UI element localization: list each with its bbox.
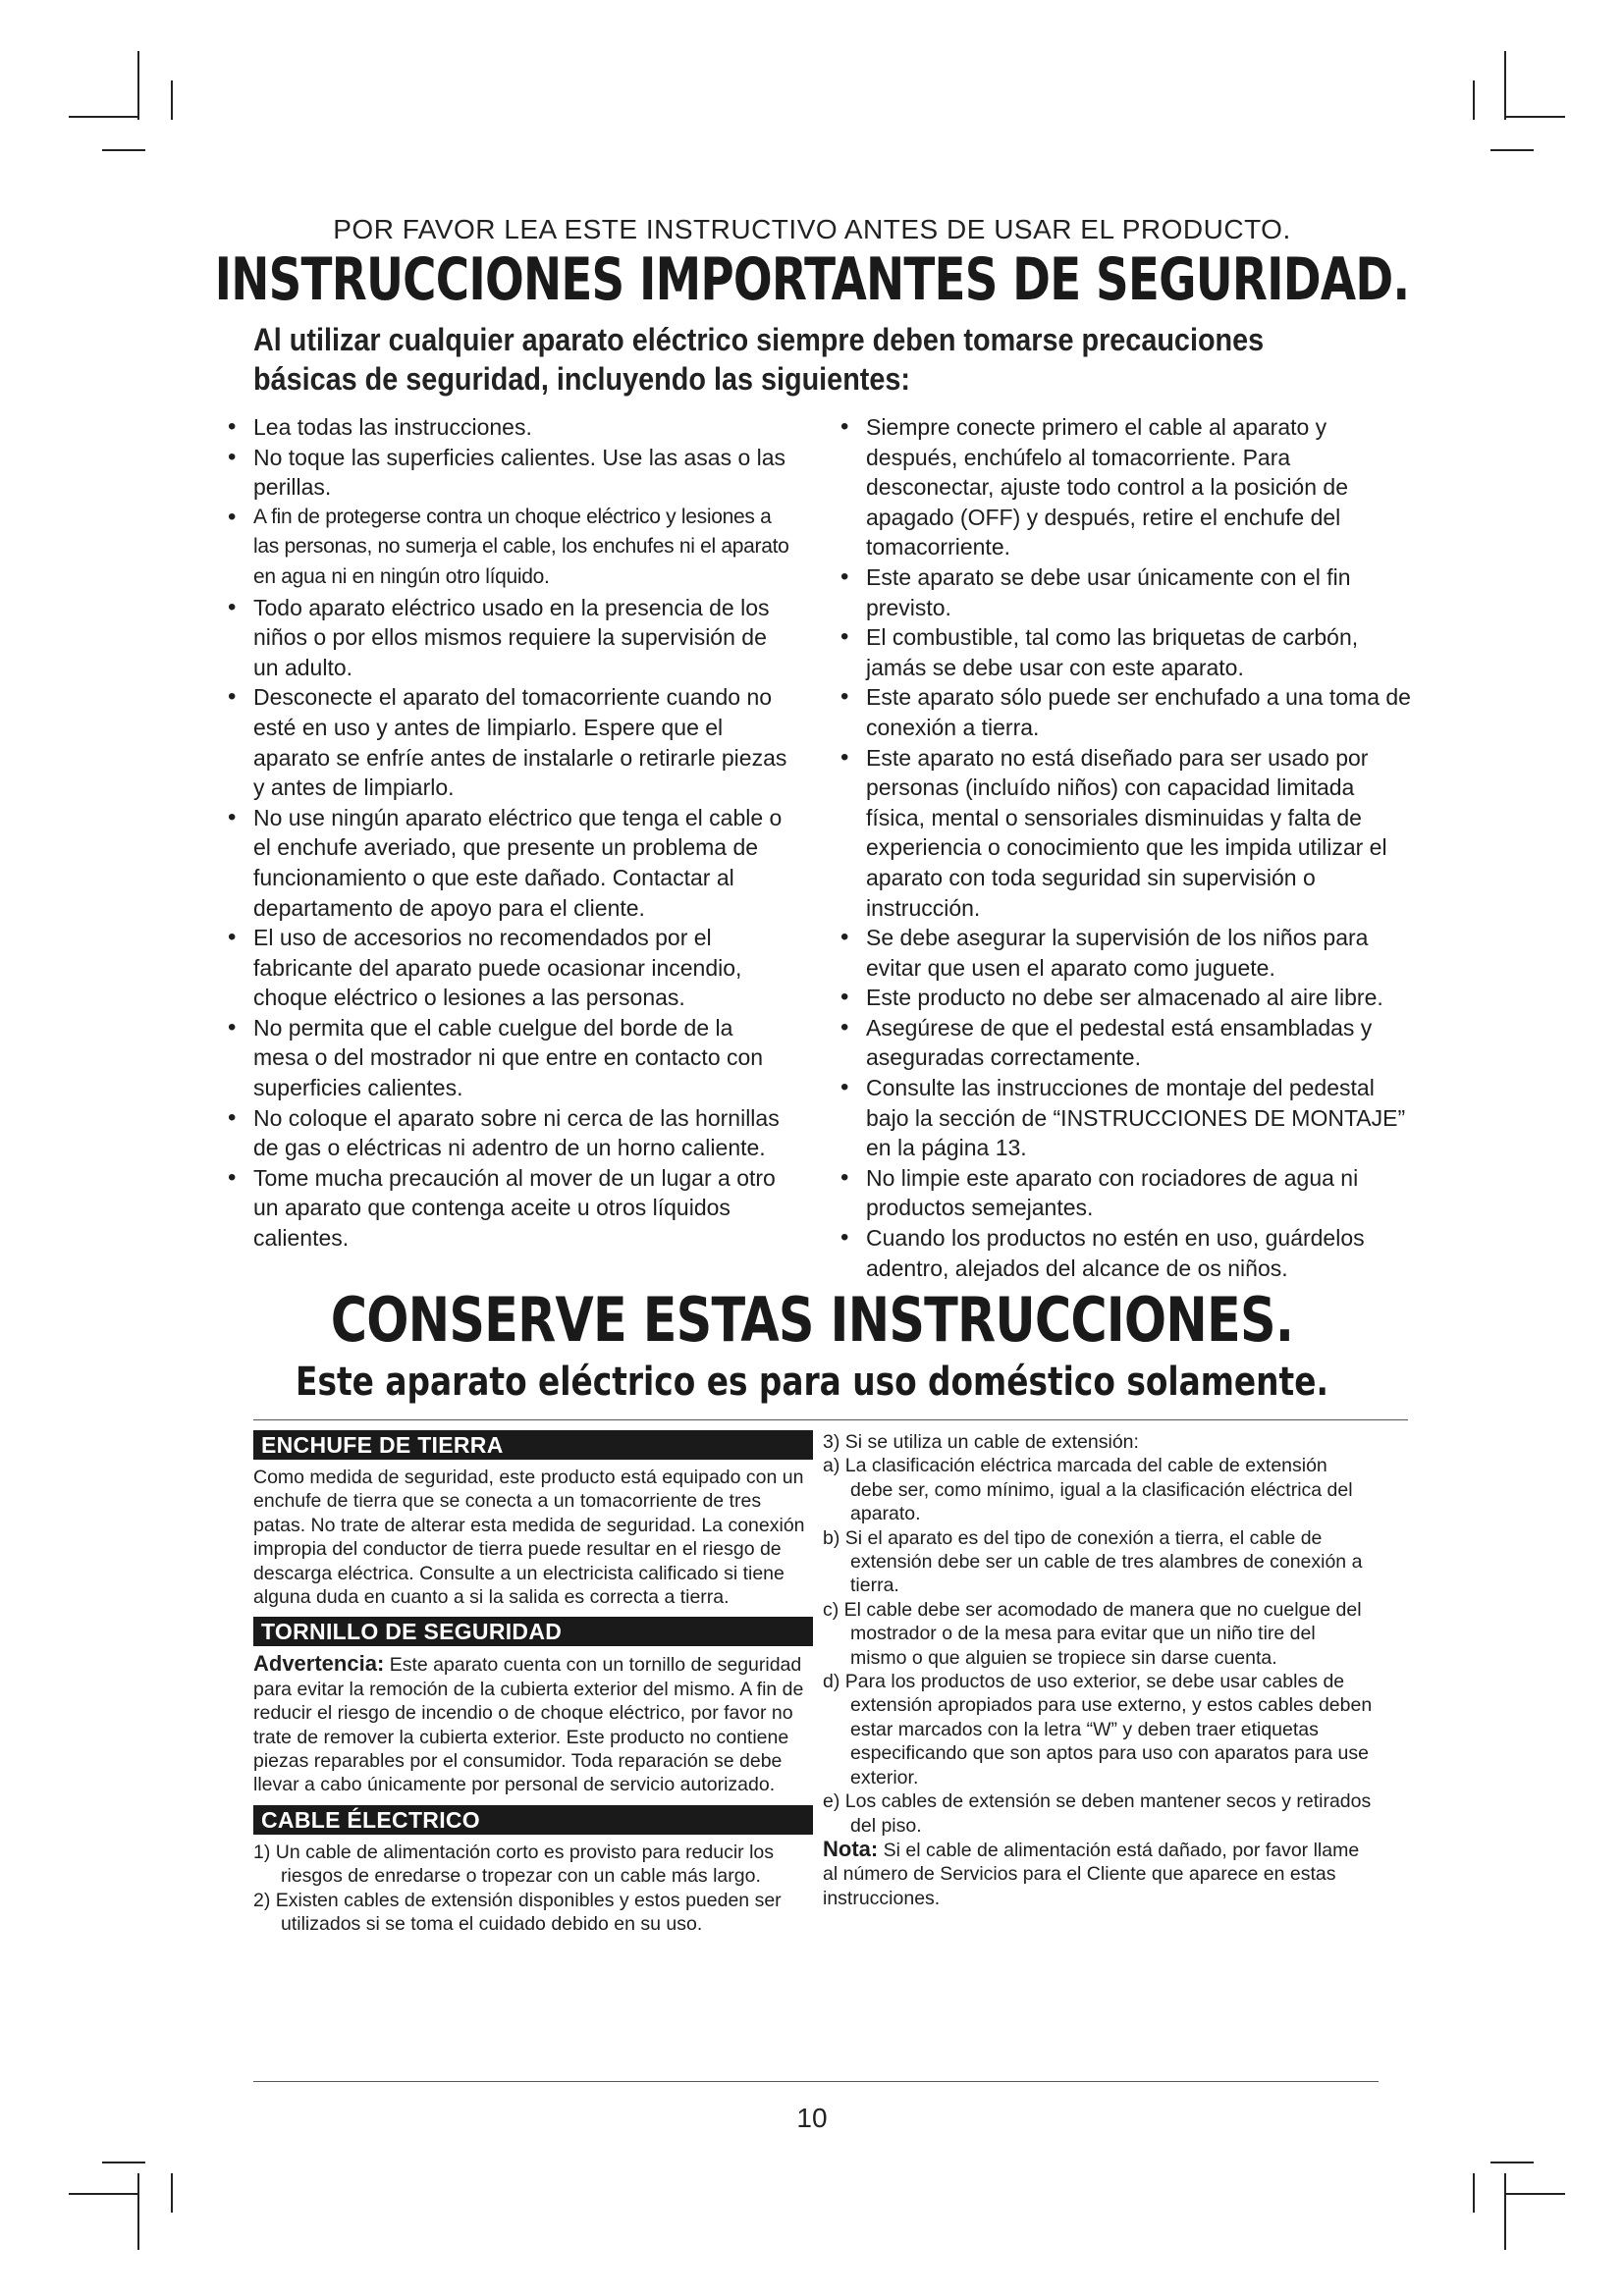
ground-text: Como medida de seguridad, este producto está equipado con un enchufe de tierra que se conecta a un tomacorriente de tres patas. No trate de alterar esta medida de seguridad. La conexión impropia del conductor de tierra puede resultar en el riesgo de descarga eléctrica. Consulte a un electricista calificado si tiene alguna duda en cuanto a si la salida es correcta a tierra. [253, 1467, 805, 1609]
crop-mark [1504, 2173, 1506, 2250]
warning-label: Advertencia: [253, 1651, 385, 1677]
crop-mark [171, 80, 173, 120]
note-text: Si el cable de alimentación está dañado, por favor llame al número de Servicios para el Cliente que aparece en estas instrucciones. [823, 1839, 1360, 1909]
divider [253, 2081, 1379, 2082]
crop-mark [69, 116, 137, 118]
extension-item-d: d) Para los productos de uso exterior, se debe usar cables de extensión apropiados para use externo, y estos cables deben estar marcados con la letra “W” y deben traer etiquetas especificando que son aptos para uso con aparatos para use exterior. [823, 1671, 1373, 1789]
warning-text: Este aparato cuenta con un tornillo de seguridad para evitar la remoción de la cubierta exterior del mismo. A fin de reducir el riesgo de incendio o de choque eléctrico, por favor no trate de remover la cubierta exterior. Este producto no contiene piezas reparables por el consumidor. Toda reparación se debe llevar a cabo únicamente por personal de servicio autorizado. [253, 1654, 804, 1796]
list-item: • Todo aparato eléctrico usado en la presencia de los niños o por ellos mismos requiere la supervisión de un adulto. [224, 593, 793, 683]
list-item: • No limpie este aparato con rociadores de agua ni productos semejantes. [837, 1163, 1416, 1223]
crop-mark [171, 2173, 173, 2213]
right-section-column [823, 1430, 1373, 1918]
divider [253, 1419, 1408, 1420]
note-label: Nota: [823, 1836, 879, 1861]
crop-mark [1473, 2173, 1475, 2213]
crop-mark [1490, 2162, 1534, 2163]
list-item: • No use ningún aparato eléctrico que tenga el cable o el enchufe averiado, que presente un problema de funcionamiento o que este dañado. Contactar al departamento de apoyo para el cliente. [224, 803, 793, 923]
screw-text [253, 1652, 813, 1796]
left-section-column [253, 1430, 813, 1937]
extension-item-e: e) Los cables de extensión se deben mantener secos y retirados del piso. [823, 1790, 1372, 1837]
safety-list-right [837, 412, 1416, 1283]
section-heading-ground: ENCHUFE DE TIERRA [253, 1430, 813, 1460]
list-item: • A fin de protegerse contra un choque eléctrico y lesiones a las personas, no sumerja el cable, los enchufes ni el aparato en agua ni en ningún otro líquido. [224, 503, 793, 593]
crop-mark [1490, 149, 1534, 151]
extension-intro: 3) Si se utiliza un cable de extensión: [823, 1431, 1139, 1453]
list-item: • Lea todas las instrucciones. [224, 412, 793, 443]
cable-item-2: 2) Existen cables de extensión disponibles y estos pueden ser utilizados si se toma el cuidado debido en su uso. [253, 1889, 782, 1936]
conserve-heading: CONSERVE ESTAS INSTRUCCIONES. [330, 1284, 1294, 1356]
crop-mark [137, 51, 139, 120]
list-item: • Se debe asegurar la supervisión de los niños para evitar que usen el aparato como juguete. [837, 923, 1416, 983]
crop-mark [102, 2162, 145, 2163]
note-paragraph [823, 1838, 1373, 1910]
crop-mark [1473, 80, 1475, 120]
crop-mark [1504, 2193, 1565, 2195]
list-item: • Este producto no debe ser almacenado al aire libre. [837, 983, 1416, 1013]
please-read-note: POR FAVOR LEA ESTE INSTRUCTIVO ANTES DE USAR EL PRODUCTO. [333, 214, 1291, 244]
intro-paragraph: Al utilizar cualquier aparato eléctrico siempre deben tomarse precauciones básicas de seguridad, incluyendo las siguientes: [253, 322, 1265, 397]
list-item: • Asegúrese de que el pedestal está ensambladas y aseguradas correctamente. [837, 1013, 1416, 1073]
list-item: • No toque las superficies calientes. Use las asas o las perillas. [224, 443, 793, 503]
list-item: • Tome mucha precaución al mover de un lugar a otro un aparato que contenga aceite u otros líquidos calientes. [224, 1163, 793, 1254]
extension-item-b: b) Si el aparato es del tipo de conexión a tierra, el cable de extensión debe ser un cable de tres alambres de conexión a tierra. [823, 1526, 1363, 1597]
crop-mark [1504, 116, 1565, 118]
list-item: • El uso de accesorios no recomendados por el fabricante del aparato puede ocasionar incendio, choque eléctrico o lesiones a las personas. [224, 923, 793, 1013]
list-item: • Este aparato sólo puede ser enchufado a una toma de conexión a tierra. [837, 682, 1416, 742]
crop-mark [69, 2193, 137, 2195]
list-item: • Este aparato no está diseñado para ser usado por personas (incluído niños) con capacidad limitada física, mental o sensoriales disminuidas y falta de experiencia o conocimiento que les impida utilizar el aparato con toda seguridad sin supervisión o instrucción. [837, 743, 1416, 924]
list-item: • Siempre conecte primero el cable al aparato y después, enchúfelo al tomacorriente. Para desconectar, ajuste todo control a la posición de apagado (OFF) y después, retire el enchufe del tomacorriente. [837, 412, 1416, 562]
crop-mark [102, 149, 145, 151]
list-item: • El combustible, tal como las briquetas de carbón, jamás se debe usar con este aparato. [837, 622, 1416, 682]
list-item: • No coloque el aparato sobre ni cerca de las hornillas de gas o eléctricas ni adentro de un horno caliente. [224, 1103, 793, 1163]
section-heading-screw: TORNILLO DE SEGURIDAD [253, 1617, 813, 1646]
crop-mark [1504, 51, 1506, 120]
extension-item-a: a) La clasificación eléctrica marcada del cable de extensión debe ser, como mínimo, igual a la clasificación eléctrica del aparato. [823, 1455, 1353, 1525]
extension-item-c: c) El cable debe ser acomodado de manera que no cuelgue del mostrador o de la mesa para evitar que un niño tire del mismo o que alguien se tropiece sin darse cuenta. [823, 1598, 1362, 1669]
safety-list-left [224, 412, 793, 1254]
list-item: • No permita que el cable cuelgue del borde de la mesa o del mostrador ni que entre en contacto con superficies calientes. [224, 1013, 793, 1103]
list-item: • Desconecte el aparato del tomacorriente cuando no esté en uso y antes de limpiarlo. Espere que el aparato se enfríe antes de instalarle o retirarle piezas y antes de limpiarlo. [224, 682, 793, 802]
page-number: 10 [796, 2103, 828, 2133]
list-item: • Consulte las instrucciones de montaje del pedestal bajo la sección de “INSTRUCCIONES DE MONTAJE” en la página 13. [837, 1073, 1416, 1163]
page-title: INSTRUCCIONES IMPORTANTES DE SEGURIDAD. [214, 245, 1410, 314]
crop-mark [137, 2173, 139, 2250]
cable-item-1: 1) Un cable de alimentación corto es provisto para reducir los riesgos de enredarse o tropezar con un cable más largo. [253, 1841, 775, 1888]
domestic-use-heading: Este aparato eléctrico es para uso doméstico solamente. [296, 1360, 1328, 1405]
list-item: • Este aparato se debe usar únicamente con el fin previsto. [837, 562, 1416, 622]
section-heading-cable: CABLE ÉLECTRICO [253, 1805, 813, 1835]
list-item: • Cuando los productos no estén en uso, guárdelos adentro, alejados del alcance de os niños. [837, 1223, 1416, 1283]
